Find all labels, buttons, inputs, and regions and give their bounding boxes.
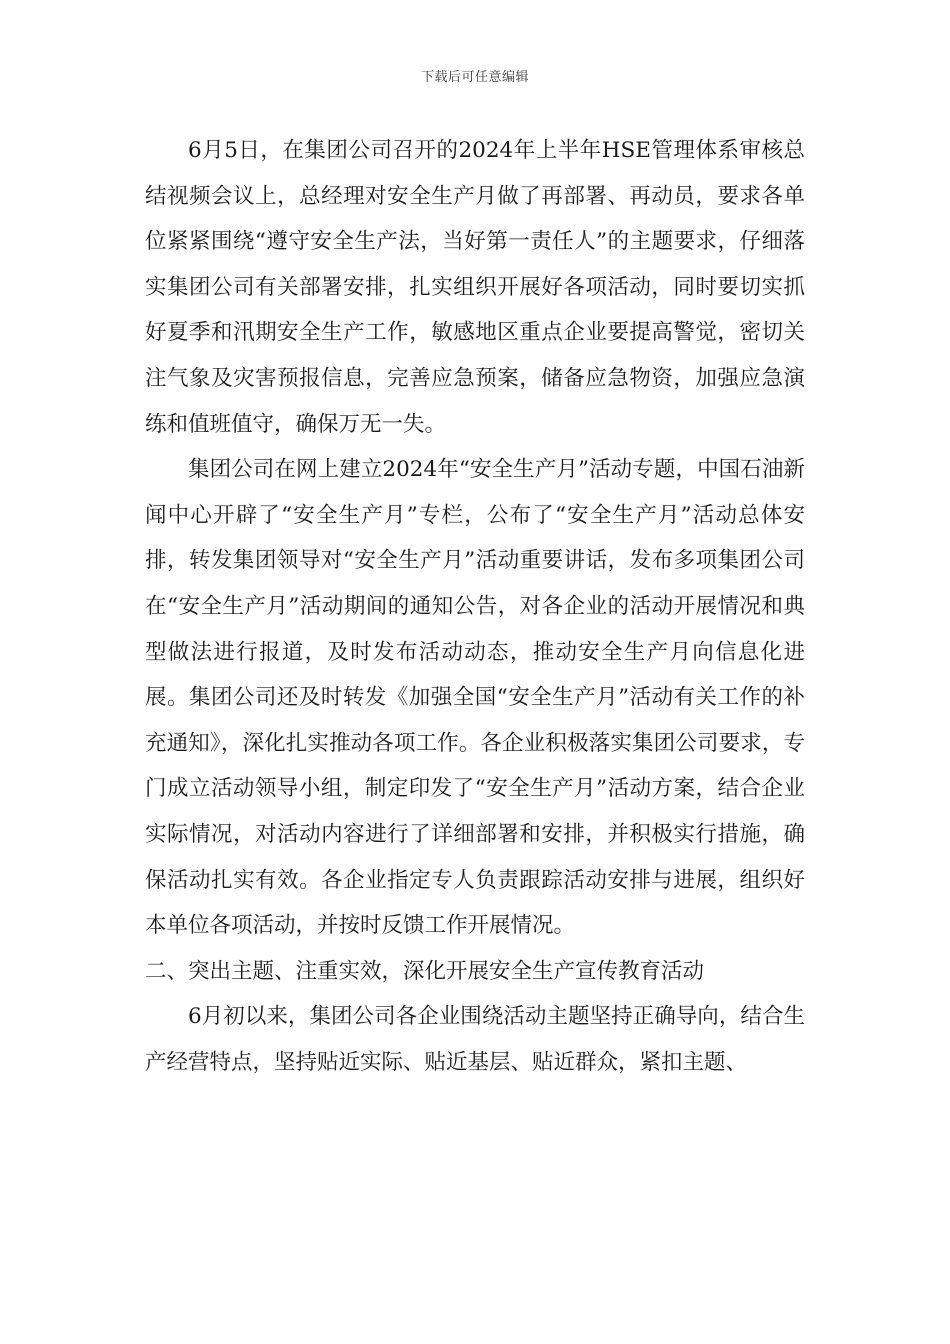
paragraph-june-activities: 6月初以来，集团公司各企业围绕活动主题坚持正确导向，结合生产经营特点，坚持贴近实际、贴近基层、贴近群众，紧扣主题、 <box>145 1004 805 1075</box>
paragraph-online-campaign: 集团公司在网上建立2024年“安全生产月”活动专题，中国石油新闻中心开辟了“安全生产月”专栏，公布了“安全生产月”活动总体安排，转发集团领导对“安全生产月”活动重要讲话，发布多项集团公司在“安全生产月”活动期间的通知公告，对各企业的活动开展情况和典型做法进行报道，及时发布活动动态，推动安全生产月向信息化进展。集团公司还及时转发《加强全国“安全生产月”活动有关工作的补充通知》，深化扎实推动各项工作。各企业积极落实集团公司要求，专门成立活动领导小组，制定印发了“安全生产月”活动方案，结合企业实际情况，对活动内容进行了详细部署和安排，并积极实行措施，确保活动扎实有效。各企业指定专人负责跟踪活动安排与进展，组织好本单位各项活动，并按时反馈工作开展情况。 <box>145 457 805 939</box>
page-header: 下载后可任意编辑 <box>420 70 529 85</box>
section-heading-two: 二、突出主题、注重实效，深化开展安全生产宣传教育活动 <box>145 958 705 984</box>
paragraph-meeting-summary: 6月5日，在集团公司召开的2024年上半年HSE管理体系审核总结视频会议上，总经理对安全生产月做了再部署、再动员，要求各单位紧紧围绕“遵守安全生产法，当好第一责任人”的主题要求，仔细落实集团公司有关部署安排，扎实组织开展好各项活动，同时要切实抓好夏季和汛期安全生产工作，敏感地区重点企业要提高警觉，密切关注气象及灾害预报信息，完善应急预案，储备应急物资，加强应急演练和值班值守，确保万无一失。 <box>145 138 805 437</box>
document-body <box>145 128 805 1085</box>
